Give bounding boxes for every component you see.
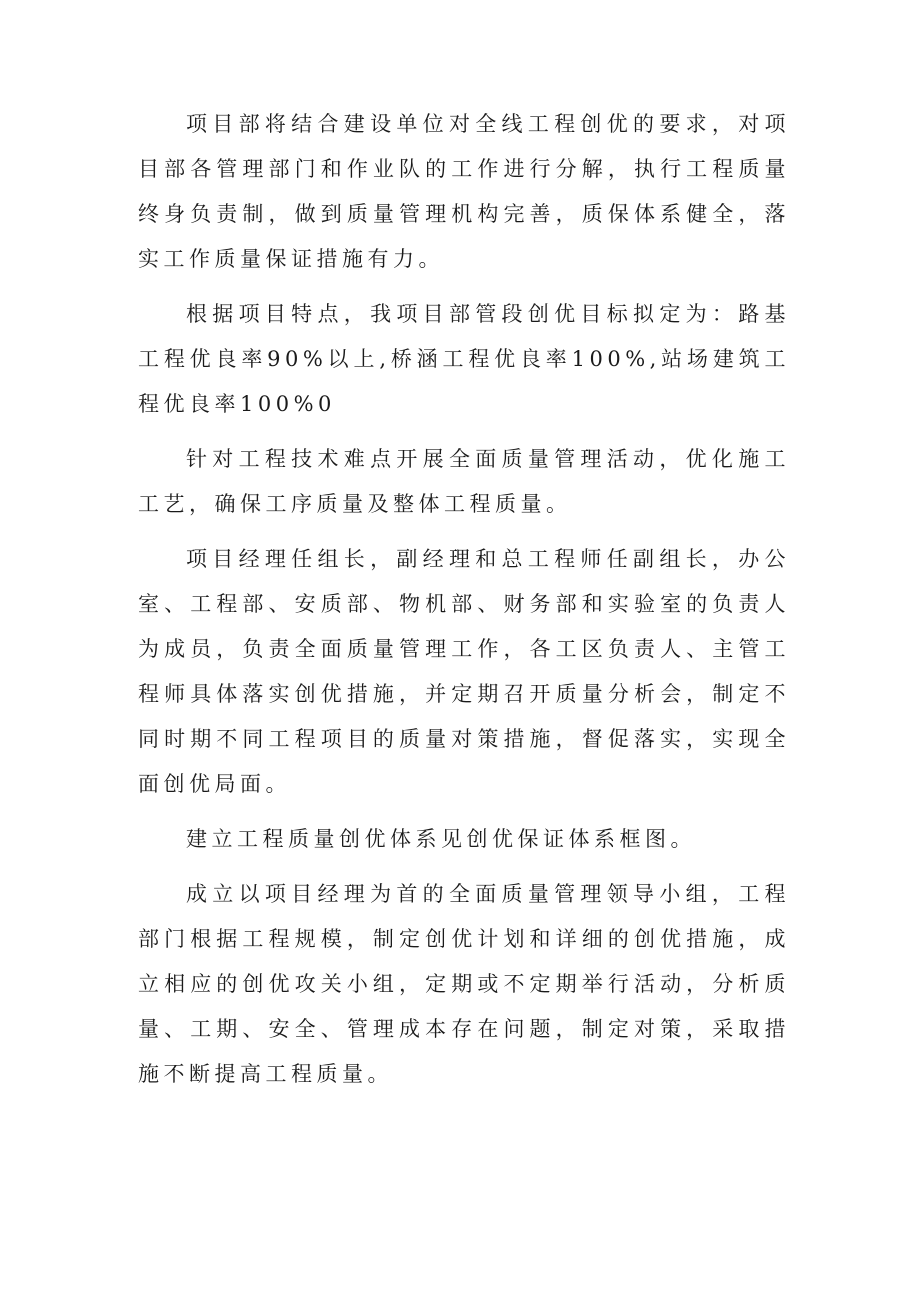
document-body	[138, 102, 790, 1107]
paragraph-management-team: 成立以项目经理为首的全面质量管理领导小组，工程部门根据工程规模，制定创优计划和详细的创优措施，成立相应的创优攻关小组，定期或不定期举行活动，分析质量、工期、安全、管理成本存在问题，制定对策，采取措施不断提高工程质量。	[138, 882, 790, 1086]
paragraph-technical-difficulties: 针对工程技术难点开展全面质量管理活动，优化施工工艺，确保工序质量及整体工程质量。	[138, 447, 790, 516]
paragraph-quality-targets: 根据项目特点，我项目部管段创优目标拟定为：路基工程优良率90%以上,桥涵工程优良率100%,站场建筑工程优良率100%0	[138, 302, 790, 416]
paragraph-leadership-group: 项目经理任组长，副经理和总工程师任副组长，办公室、工程部、安质部、物机部、财务部和实验室的负责人为成员，负责全面质量管理工作，各工区负责人、主管工程师具体落实创优措施，并定期召开质量分析会，制定不同时期不同工程项目的质量对策措施，督促落实，实现全面创优局面。	[138, 547, 790, 796]
paragraph-quality-responsibility: 项目部将结合建设单位对全线工程创优的要求，对项目部各管理部门和作业队的工作进行分解，执行工程质量终身负责制，做到质量管理机构完善，质保体系健全，落实工作质量保证措施有力。	[138, 112, 790, 271]
paragraph-quality-system: 建立工程质量创优体系见创优保证体系框图。	[186, 827, 696, 851]
